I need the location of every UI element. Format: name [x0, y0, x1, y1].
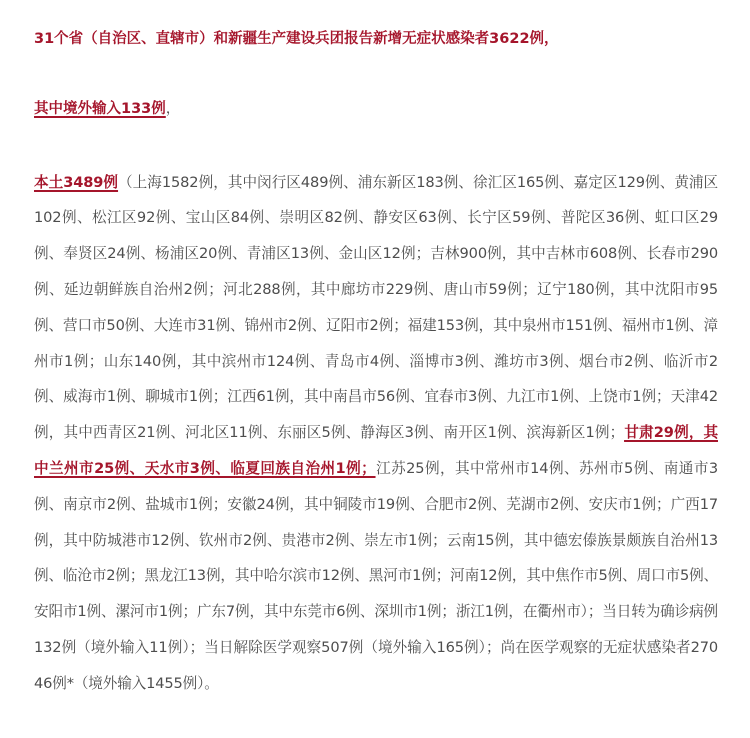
imported-cases-text: 其中境外输入133例 — [34, 101, 166, 117]
gansu-highlight: 甘肃29例，其中兰州市25例、天水市3例、临夏回族自治州1例； — [34, 424, 718, 477]
headline-imported-cases — [34, 99, 180, 119]
headline-new-asymptomatic: 31个省（自治区、直辖市）和新疆生产建设兵团报告新增无症状感染者3622例， — [34, 31, 559, 47]
local-cases-paragraph — [34, 165, 718, 702]
imported-cases-punct: ， — [165, 101, 181, 117]
local-cases-label: 本土3489例 — [34, 173, 119, 191]
province-breakdown-part-1: （上海1582例，其中闵行区489例、浦东新区183例、徐汇区165例、嘉定区129例、黄浦区102例、松江区92例、宝山区84例、崇明区82例、静安区63例、长宁区59例、普陀区36例、虹口区29例、奉贤区24例、杨浦区20例、青浦区13例、金山区12例；吉林900例，其中吉林市608例、长春市290例、延边朝鲜族自治州2例；河北288例，其中廊坊市229例、唐山市59例；辽宁180例，其中沈阳市95例、营口市50例、大连市31例、锦州市2例、辽阳市2例；福建153例，其中泉州市151例、福州市1例、漳州市1例；山东140例，其中滨州市124例、青岛市4例、淄博市3例、潍坊市3例、烟台市2例、临沂市2例、威海市1例、聊城市1例；江西61例，其中南昌市56例、宜春市3例、九江市1例、上饶市1例；天津42例，其中西青区21例、河北区11例、东丽区5例、静海区3例、南开区1例、滨海新区1例； — [34, 173, 718, 442]
province-breakdown-part-2: 江苏25例，其中常州市14例、苏州市5例、南通市3例、南京市2例、盐城市1例；安徽24例，其中铜陵市19例、合肥市2例、芜湖市2例、安庆市1例；广西17例，其中防城港市12例、钦州市2例、贵港市2例、崇左市1例；云南15例，其中德宏傣族景颇族自治州13例、临沧市2例；黑龙江13例，其中哈尔滨市12例、黑河市1例；河南12例，其中焦作市5例、周口市5例、安阳市1例、漯河市1例；广东7例，其中东莞市6例、深圳市1例；浙江1例，在衢州市）；当日转为确诊病例132例（境外输入11例）；当日解除医学观察507例（境外输入165例）；尚在医学观察的无症状感染者27046例*（境外输入1455例）。 — [34, 459, 718, 692]
